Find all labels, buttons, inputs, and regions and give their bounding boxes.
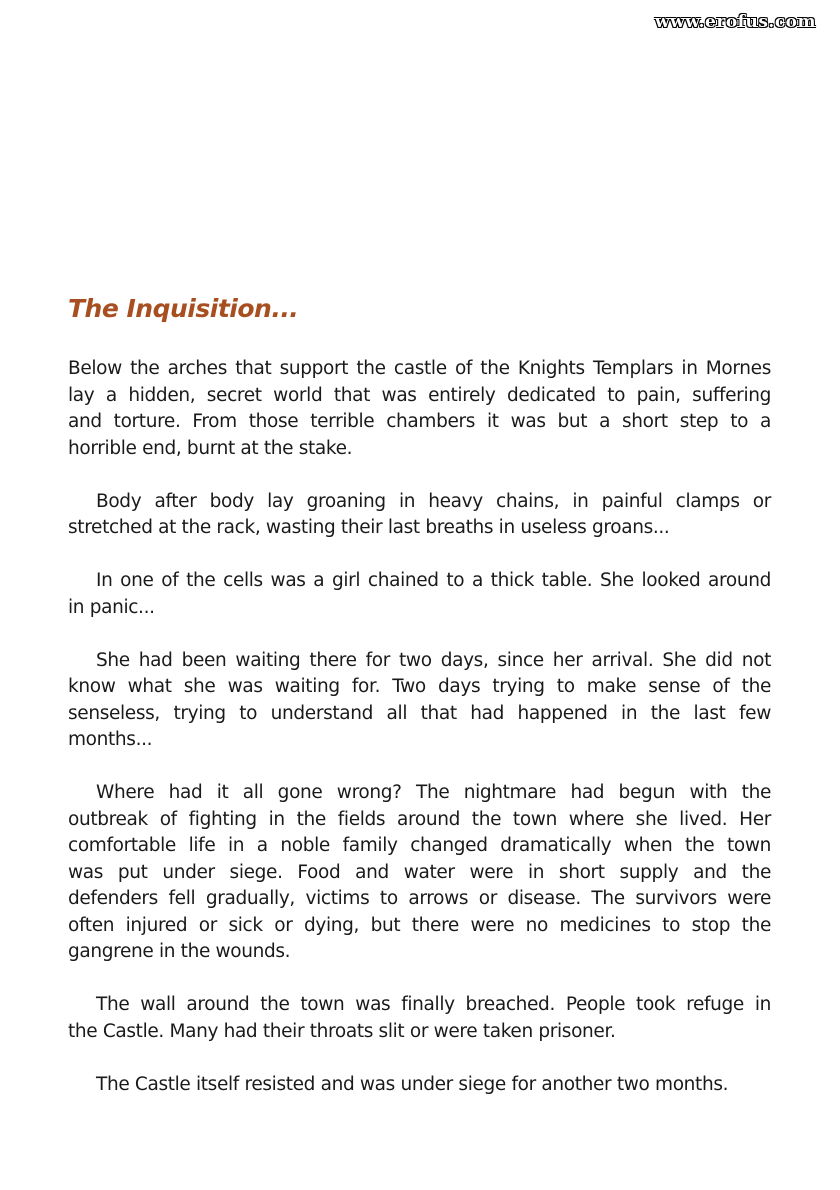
text-line: She had been waiting there for two days, since her arrival. She did not <box>96 649 771 671</box>
text-line: In one of the cells was a girl chained to a thick table. She looked around <box>96 570 771 591</box>
text-line: horrible end, burnt at the stake. <box>68 437 353 459</box>
paragraph <box>68 356 771 462</box>
text-line: outbreak of fighting in the fields around the town where she lived. Her <box>68 808 771 830</box>
paragraph <box>68 992 771 1045</box>
paragraph <box>68 1072 771 1099</box>
chapter-title: The Inquisition... <box>68 294 299 323</box>
body-text <box>68 356 771 1125</box>
text-line: The wall around the town was finally breached. People took refuge in <box>96 994 771 1015</box>
text-line: months... <box>68 729 153 750</box>
text-line: was put under siege. Food and water were in short supply and the <box>68 861 771 883</box>
text-line: lay a hidden, secret world that was entirely dedicated to pain, suffering <box>68 384 771 406</box>
text-line: know what she was waiting for. Two days trying to make sense of the <box>68 676 771 697</box>
text-line: stretched at the rack, wasting their last breaths in useless groans... <box>68 517 670 538</box>
paragraph <box>68 780 771 966</box>
text-line: Body after body lay groaning in heavy chains, in painful clamps or <box>96 490 771 512</box>
watermark: www.erofus.com <box>654 12 816 32</box>
paragraph <box>68 648 771 754</box>
text-line: comfortable life in a noble family changed dramatically when the town <box>68 835 771 856</box>
text-line: in panic... <box>68 596 155 618</box>
text-line: The Castle itself resisted and was under siege for another two months. <box>96 1073 729 1095</box>
paragraph <box>68 568 771 621</box>
text-line: defenders fell gradually, victims to arrows or disease. The survivors were <box>68 888 771 909</box>
text-line: and torture. From those terrible chambers it was but a short step to a <box>68 411 771 432</box>
text-line: senseless, trying to understand all that had happened in the last few <box>68 702 771 724</box>
text-line: the Castle. Many had their throats slit or were taken prisoner. <box>68 1020 616 1042</box>
paragraph <box>68 489 771 542</box>
text-line: often injured or sick or dying, but there were no medicines to stop the <box>68 914 771 936</box>
text-line: Where had it all gone wrong? The nightmare had begun with the <box>96 782 771 803</box>
text-line: Below the arches that support the castle of the Knights Templars in Mornes <box>68 358 771 379</box>
text-line: gangrene in the wounds. <box>68 941 291 962</box>
